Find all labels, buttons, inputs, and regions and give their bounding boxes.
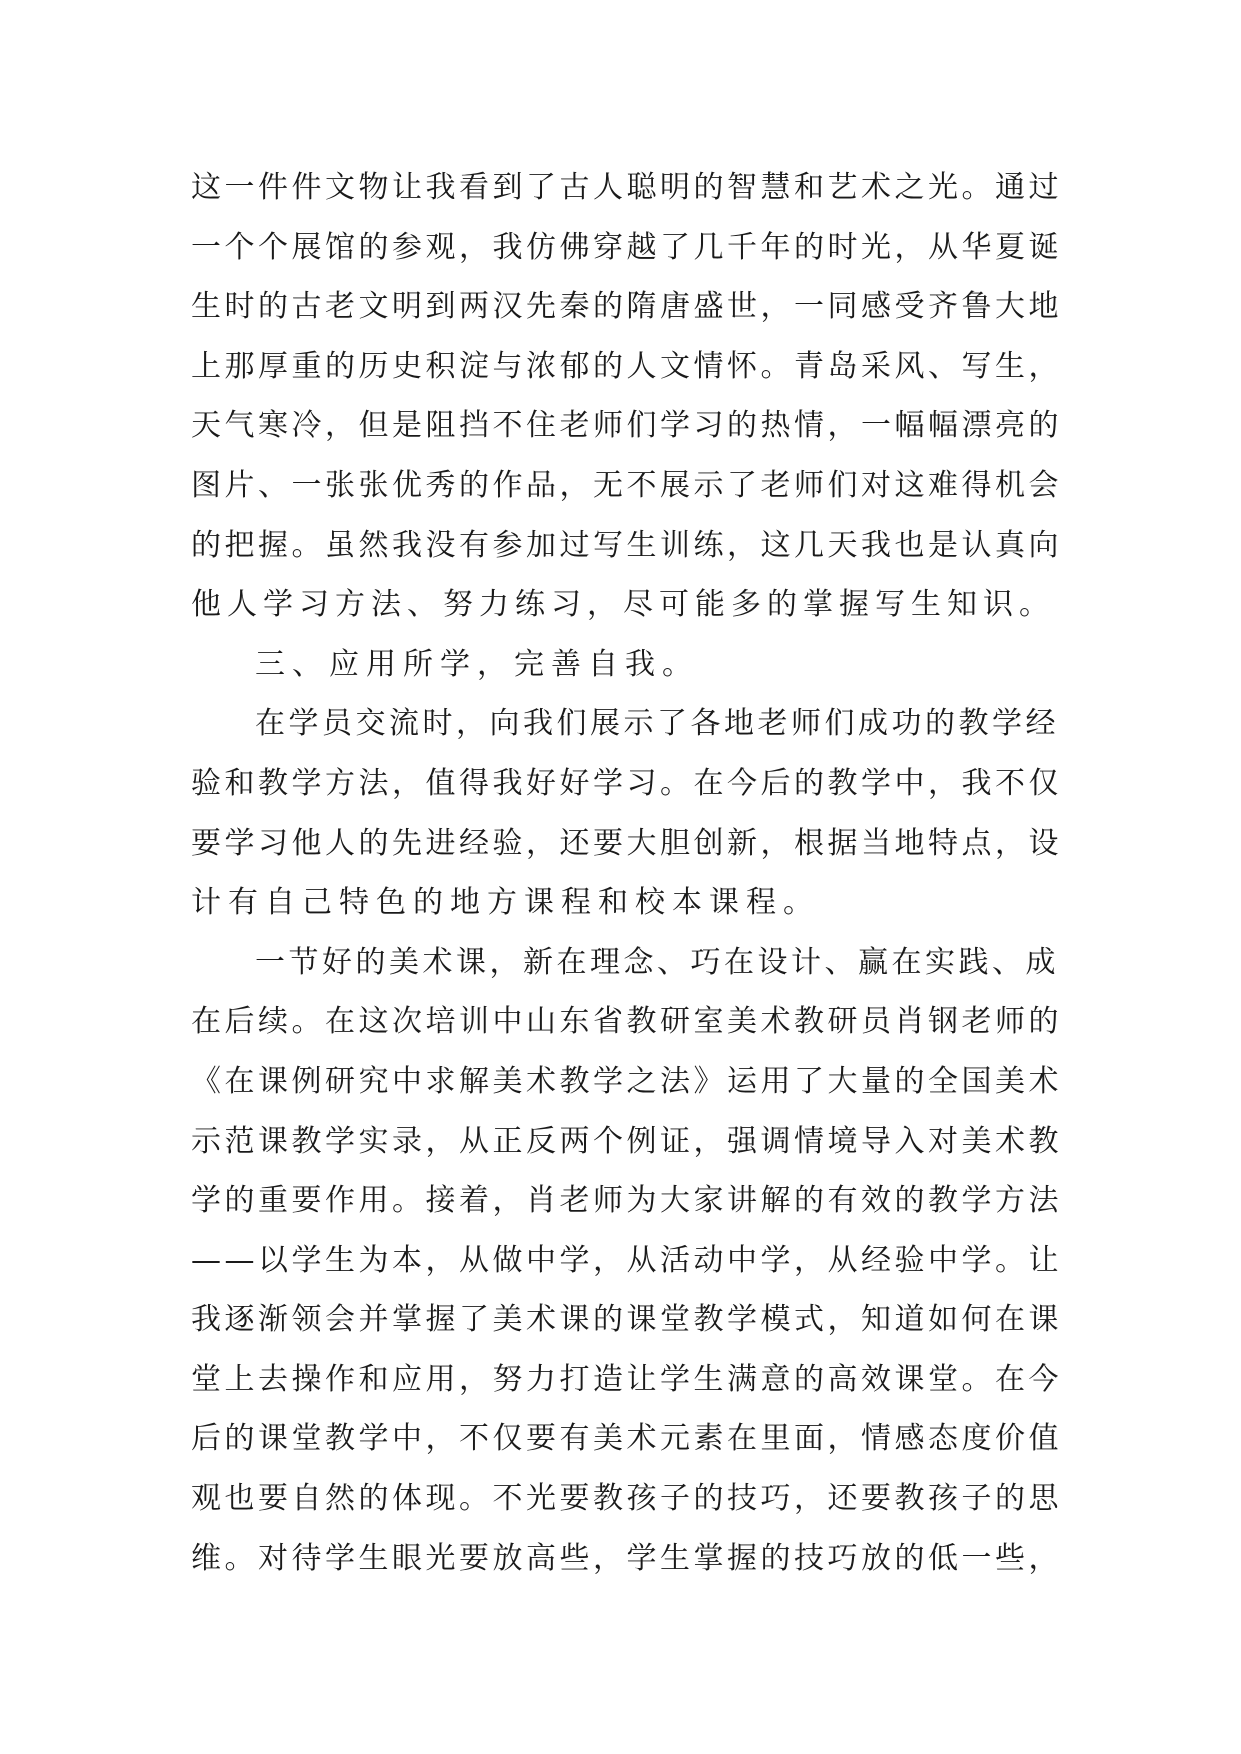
text-line: 堂上去操作和应用，努力打造让学生满意的高效课堂。在今 — [191, 1361, 1062, 1397]
text-line: 生时的古老文明到两汉先秦的隋唐盛世，一同感受齐鲁大地 — [191, 289, 1062, 325]
text-line: 学的重要作用。接着，肖老师为大家讲解的有效的教学方法 — [191, 1183, 1062, 1219]
text-line: 在学员交流时，向我们展示了各地老师们成功的教学经 — [255, 706, 1059, 742]
text-line: 维。对待学生眼光要放高些，学生掌握的技巧放的低一些， — [191, 1540, 1062, 1576]
text-line: 在后续。在这次培训中山东省教研室美术教研员肖钢老师的 — [191, 1004, 1062, 1040]
text-line: 一个个展馆的参观，我仿佛穿越了几千年的时光，从华夏诞 — [191, 229, 1062, 265]
text-line: 观也要自然的体现。不光要教孩子的技巧，还要教孩子的思 — [191, 1481, 1062, 1517]
text-line: 三、应用所学，完善自我。 — [255, 646, 699, 682]
text-line: 一节好的美术课，新在理念、巧在设计、赢在实践、成 — [255, 944, 1059, 980]
text-line: 我逐渐领会并掌握了美术课的课堂教学模式，知道如何在课 — [191, 1302, 1062, 1338]
text-line: 验和教学方法，值得我好好学习。在今后的教学中，我不仅 — [191, 765, 1062, 801]
text-line: 天气寒冷，但是阻挡不住老师们学习的热情，一幅幅漂亮的 — [191, 408, 1062, 444]
text-line: 《在课例研究中求解美术教学之法》运用了大量的全国美术 — [191, 1063, 1062, 1099]
text-line: 计有自己特色的地方课程和校本课程。 — [191, 885, 820, 921]
text-line: 这一件件文物让我看到了古人聪明的智慧和艺术之光。通过 — [191, 170, 1062, 205]
text-line: 他人学习方法、努力练习，尽可能多的掌握写生知识。 — [191, 587, 1055, 623]
text-line: 的把握。虽然我没有参加过写生训练，这几天我也是认真向 — [191, 527, 1062, 563]
text-line: 上那厚重的历史积淀与浓郁的人文情怀。青岛采风、写生， — [191, 348, 1062, 384]
text-line: ——以学生为本，从做中学，从活动中学，从经验中学。让 — [191, 1242, 1062, 1278]
text-line: 要学习他人的先进经验，还要大胆创新，根据当地特点，设 — [191, 825, 1062, 861]
body-text — [191, 158, 1061, 1588]
text-line: 示范课教学实录，从正反两个例证，强调情境导入对美术教 — [191, 1123, 1062, 1159]
text-line: 后的课堂教学中，不仅要有美术元素在里面，情感态度价值 — [191, 1421, 1062, 1457]
text-line: 图片、一张张优秀的作品，无不展示了老师们对这难得机会 — [191, 467, 1062, 503]
